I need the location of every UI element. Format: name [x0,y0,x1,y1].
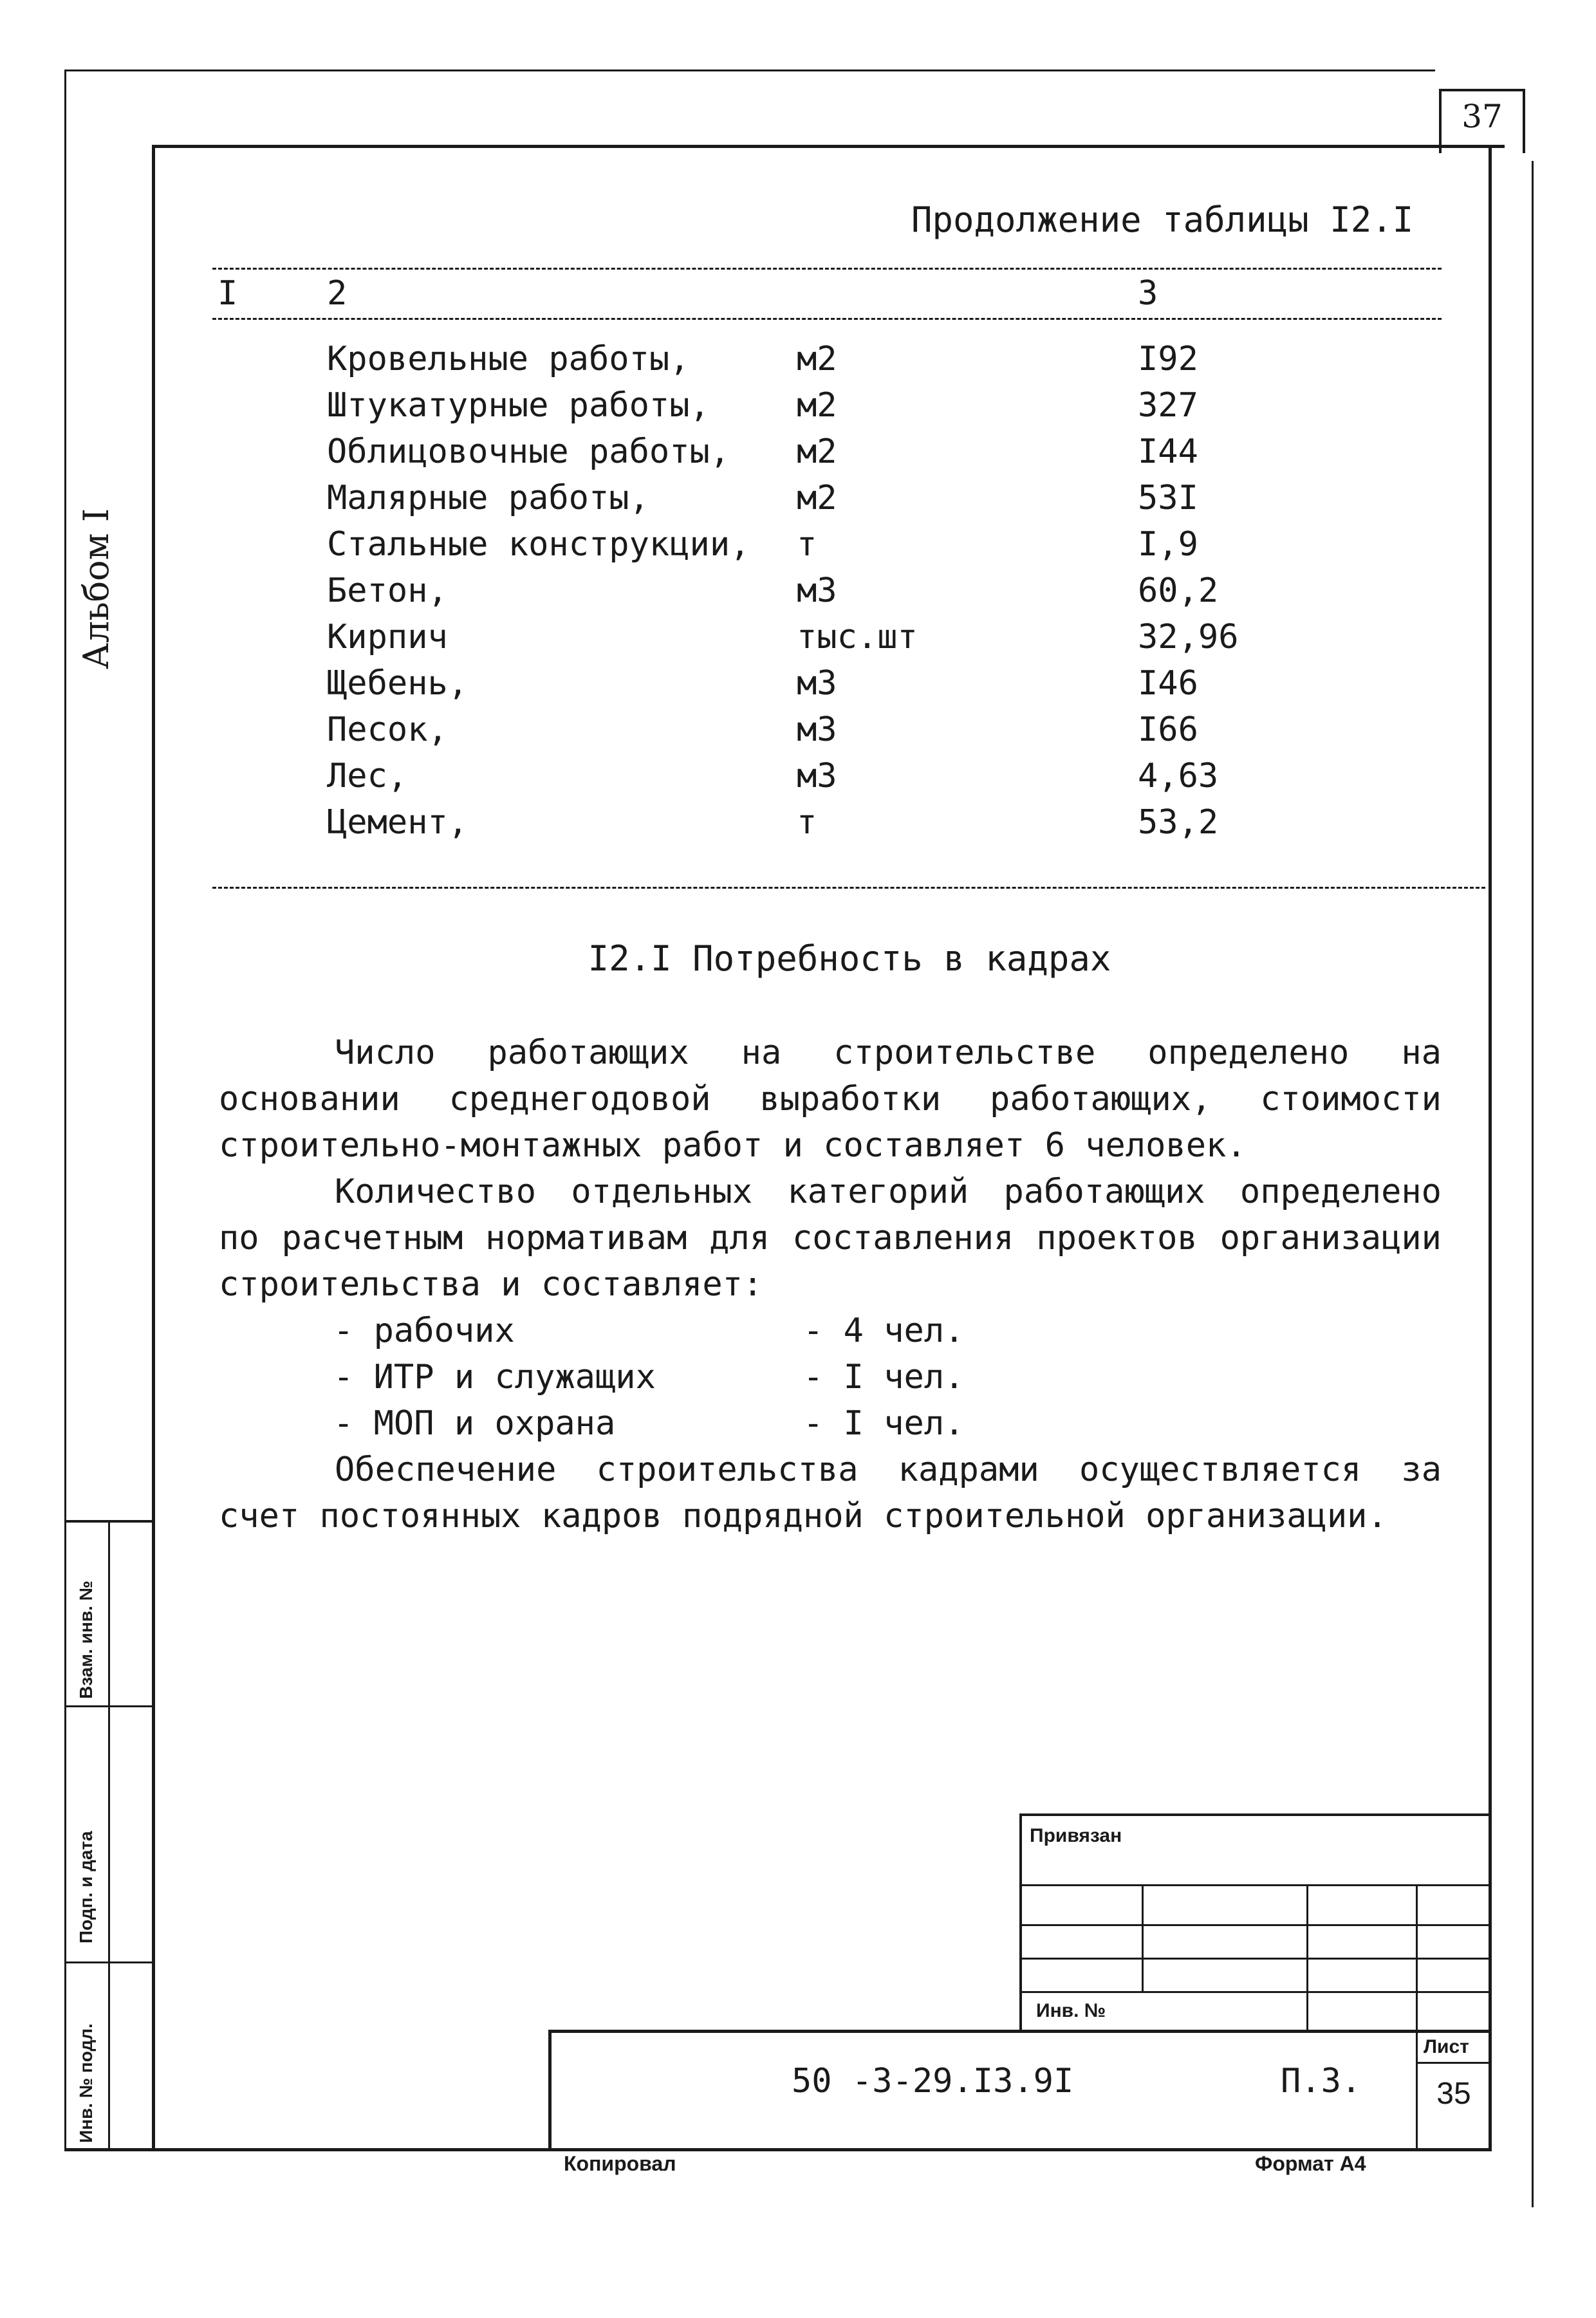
row-name: Штукатурные работы, [327,386,710,425]
privyazan-label: Привязан [1030,1825,1122,1846]
sheet-label: Лист [1424,2036,1469,2057]
row-unit: т [797,525,817,564]
row-unit: м3 [797,710,837,749]
table-row [0,753,1596,799]
table-row [0,336,1596,382]
side-stamp-sep-1 [64,1705,152,1707]
row-name: Лес, [327,757,408,795]
row-name: Песок, [327,710,448,749]
continuation-title: Продолжение таблицы I2.I [911,199,1414,240]
row-value: 4,63 [1138,757,1219,795]
binding-line-1 [1019,1884,1492,1886]
row-name: Кирпич [327,618,448,656]
row-name: Бетон, [327,571,448,610]
row-value: I,9 [1138,525,1198,564]
document-code: 50 -3-29.I3.9I [792,2062,1074,2100]
section-title: I2.I Потребность в кадрах [588,938,1111,979]
row-value: I44 [1138,432,1198,471]
row-value: I92 [1138,340,1198,378]
staff-category: - ИТР и служащих [333,1358,656,1396]
binding-col-3 [1416,1884,1418,2030]
table-bottom-rule [212,887,1485,889]
side-stamp-inv-sub: Взам. инв. № [76,1581,96,1699]
row-name: Цемент, [327,803,469,842]
row-value: 32,96 [1138,618,1239,656]
table-col-header-2: 2 [327,274,348,313]
row-value: 53I [1138,479,1198,517]
section-code: П.3. [1281,2062,1362,2100]
sheet-number: 35 [1436,2077,1471,2111]
row-value: I66 [1138,710,1198,749]
side-stamp-inv-orig: Инв. № подл. [76,2023,96,2143]
side-stamp-sign-date: Подп. и дата [76,1831,96,1943]
binding-line-3 [1019,1958,1492,1960]
table-row [0,614,1596,660]
table-header-bottom-rule [212,318,1442,320]
inner-frame-top [153,145,1505,148]
list-item [333,1400,1234,1447]
row-unit: м3 [797,757,837,795]
staff-count: - I чел. [803,1358,965,1396]
row-unit: м2 [797,432,837,471]
table-row [0,521,1596,568]
row-name: Малярные работы, [327,479,649,517]
table-row [0,429,1596,475]
side-stamp-divider [108,1520,110,2149]
row-unit: м2 [797,386,837,425]
row-unit: м2 [797,340,837,378]
binding-line-2 [1019,1924,1492,1926]
table-row [0,660,1596,707]
table-header-top-rule [212,268,1442,270]
row-value: 53,2 [1138,803,1219,842]
list-item [333,1308,1234,1354]
footer-format: Формат А4 [1255,2152,1366,2175]
staff-count: - 4 чел. [803,1312,965,1350]
row-unit: м3 [797,571,837,610]
page-number: 37 [1461,98,1503,135]
row-name: Облицовочные работы, [327,432,730,471]
row-unit: м2 [797,479,837,517]
footer-copied: Копировал [564,2152,676,2175]
list-item [333,1354,1234,1400]
closing-paragraph: Обеспечение строительства кадрами осуществляется за счет постоянных кадров подрядной строительной организации. [219,1451,1442,1535]
row-unit: м3 [797,664,837,703]
binding-col-2 [1306,1884,1308,2030]
row-unit: тыс.шт [797,618,918,656]
binding-line-4 [1019,1991,1492,1993]
sheet-label-divider [1416,2062,1492,2064]
row-unit: т [797,803,817,842]
table-row [0,707,1596,753]
table-col-header-3: 3 [1138,274,1158,313]
paragraph-2: Количество отдельных категорий работающих определено по расчетным нормативам для составления проектов организации строительства и составляет: [219,1173,1442,1304]
row-value: 60,2 [1138,571,1219,610]
table-row [0,475,1596,521]
table-col-header-1: I [218,274,238,313]
row-name: Кровельные работы, [327,340,690,378]
paragraph-1: Число работающих на строительстве определено на основании среднегодовой выработки работающих, стоимости строительно-монтажных работ и составляет 6 человек. [219,1034,1442,1165]
staff-category: - МОП и охрана [333,1404,616,1443]
album-label: Альбом I [76,508,116,669]
row-value: 327 [1138,386,1198,425]
staff-count: - I чел. [803,1404,965,1443]
inv-no-label: Инв. № [1036,2000,1106,2021]
row-name: Стальные конструкции, [327,525,750,564]
staff-category: - рабочих [333,1312,515,1350]
row-name: Щебень, [327,664,469,703]
side-stamp-sep-2 [64,1961,152,1963]
row-value: I46 [1138,664,1198,703]
table-row [0,568,1596,614]
table-row [0,799,1596,846]
table-row [0,382,1596,429]
outer-frame-top [64,70,1435,71]
binding-col-1 [1142,1884,1144,1991]
